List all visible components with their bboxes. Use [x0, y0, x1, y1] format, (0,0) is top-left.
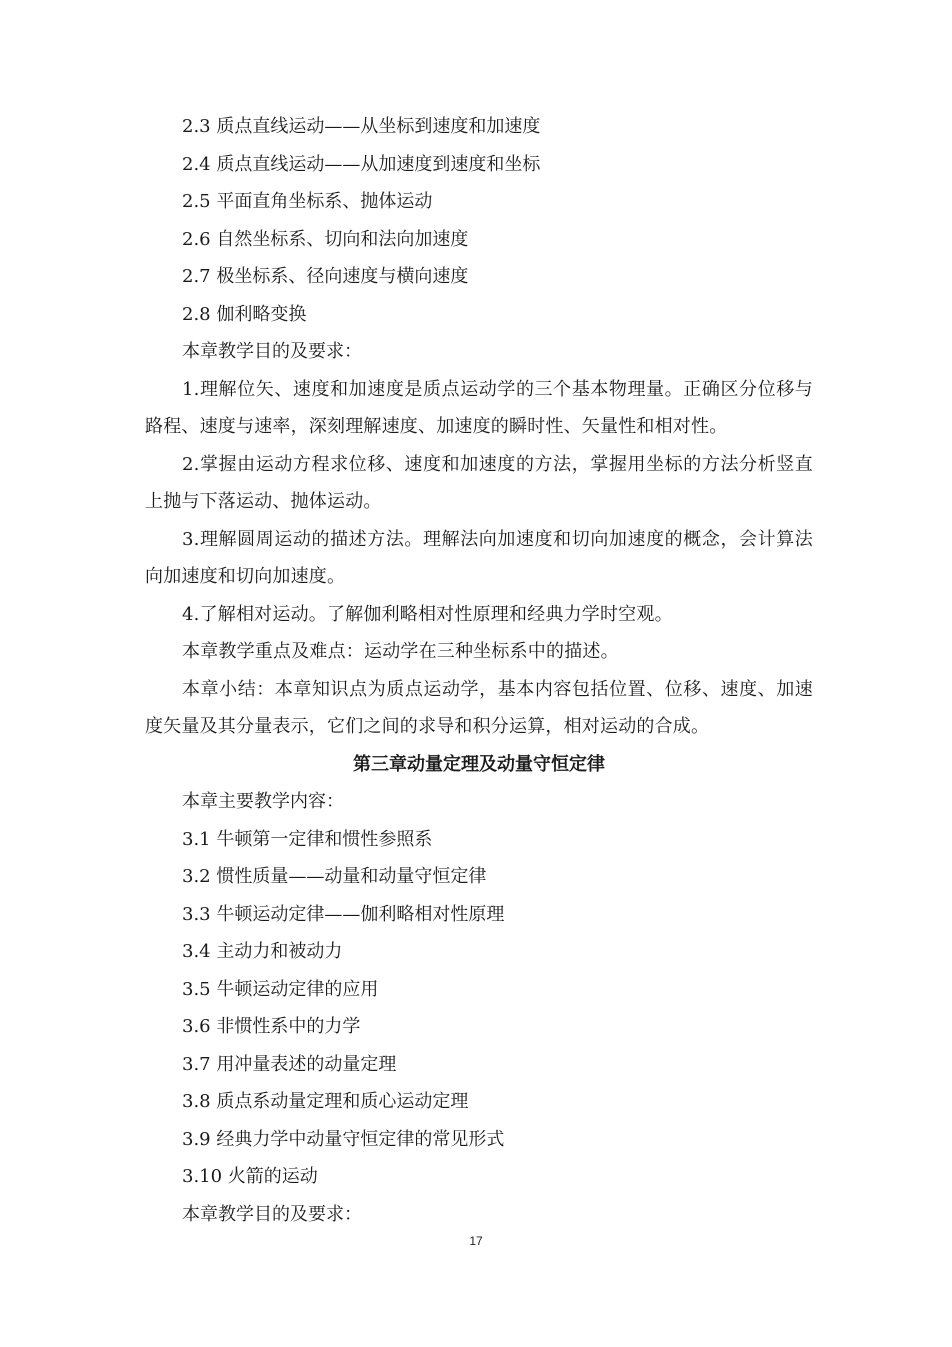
chapter2-summary: 本章小结：本章知识点为质点运动学，基本内容包括位置、位移、速度、加速度矢量及其分量表示，它们之间的求导和积分运算，相对运动的合成。 [145, 678, 813, 737]
section-3-4: 3.4 主动力和被动力 [182, 941, 343, 962]
section-2-3: 2.3 质点直线运动——从坐标到速度和加速度 [182, 116, 541, 137]
section-3-1: 3.1 牛顿第一定律和惯性参照系 [182, 828, 433, 850]
section-2-8: 2.8 伽利略变换 [182, 303, 307, 325]
section-3-5: 3.5 牛顿运动定律的应用 [182, 978, 379, 1000]
section-2-4: 2.4 质点直线运动——从加速度到速度和坐标 [182, 153, 541, 175]
chapter3-goals-heading: 本章教学目的及要求： [182, 1203, 362, 1225]
section-2-7: 2.7 极坐标系、径向速度与横向速度 [182, 266, 469, 287]
section-3-7: 3.7 用冲量表述的动量定理 [182, 1053, 397, 1075]
chapter2-goals-heading: 本章教学目的及要求： [182, 341, 362, 362]
chapter2-goal-2: 2.掌握由运动方程求位移、速度和加速度的方法，掌握用坐标的方法分析竖直上抛与下落运动、抛体运动。 [145, 453, 813, 512]
page-content [145, 108, 813, 1233]
section-3-2: 3.2 惯性质量——动量和动量守恒定律 [182, 866, 487, 887]
section-3-6: 3.6 非惯性系中的力学 [182, 1016, 361, 1037]
chapter2-goal-3: 3.理解圆周运动的描述方法。理解法向加速度和切向加速度的概念，会计算法向加速度和切向加速度。 [145, 528, 813, 587]
chapter2-goal-1: 1.理解位矢、速度和加速度是质点运动学的三个基本物理量。正确区分位移与路程、速度与速率，深刻理解速度、加速度的瞬时性、矢量性和相对性。 [145, 378, 813, 437]
section-2-6: 2.6 自然坐标系、切向和法向加速度 [182, 228, 469, 250]
chapter2-goal-4: 4.了解相对运动。了解伽利略相对性原理和经典力学时空观。 [182, 603, 673, 625]
chapter3-title: 第三章动量定理及动量守恒定律 [353, 753, 605, 775]
section-3-8: 3.8 质点系动量定理和质心运动定理 [182, 1091, 469, 1112]
section-3-9: 3.9 经典力学中动量守恒定律的常见形式 [182, 1128, 505, 1150]
chapter2-key-points: 本章教学重点及难点：运动学在三种坐标系中的描述。 [182, 641, 619, 662]
section-3-3: 3.3 牛顿运动定律——伽利略相对性原理 [182, 903, 505, 925]
page-number: 17 [469, 1234, 483, 1248]
section-2-5: 2.5 平面直角坐标系、抛体运动 [182, 191, 433, 212]
chapter3-content-heading: 本章主要教学内容： [182, 791, 344, 812]
section-3-10: 3.10 火箭的运动 [182, 1166, 318, 1187]
